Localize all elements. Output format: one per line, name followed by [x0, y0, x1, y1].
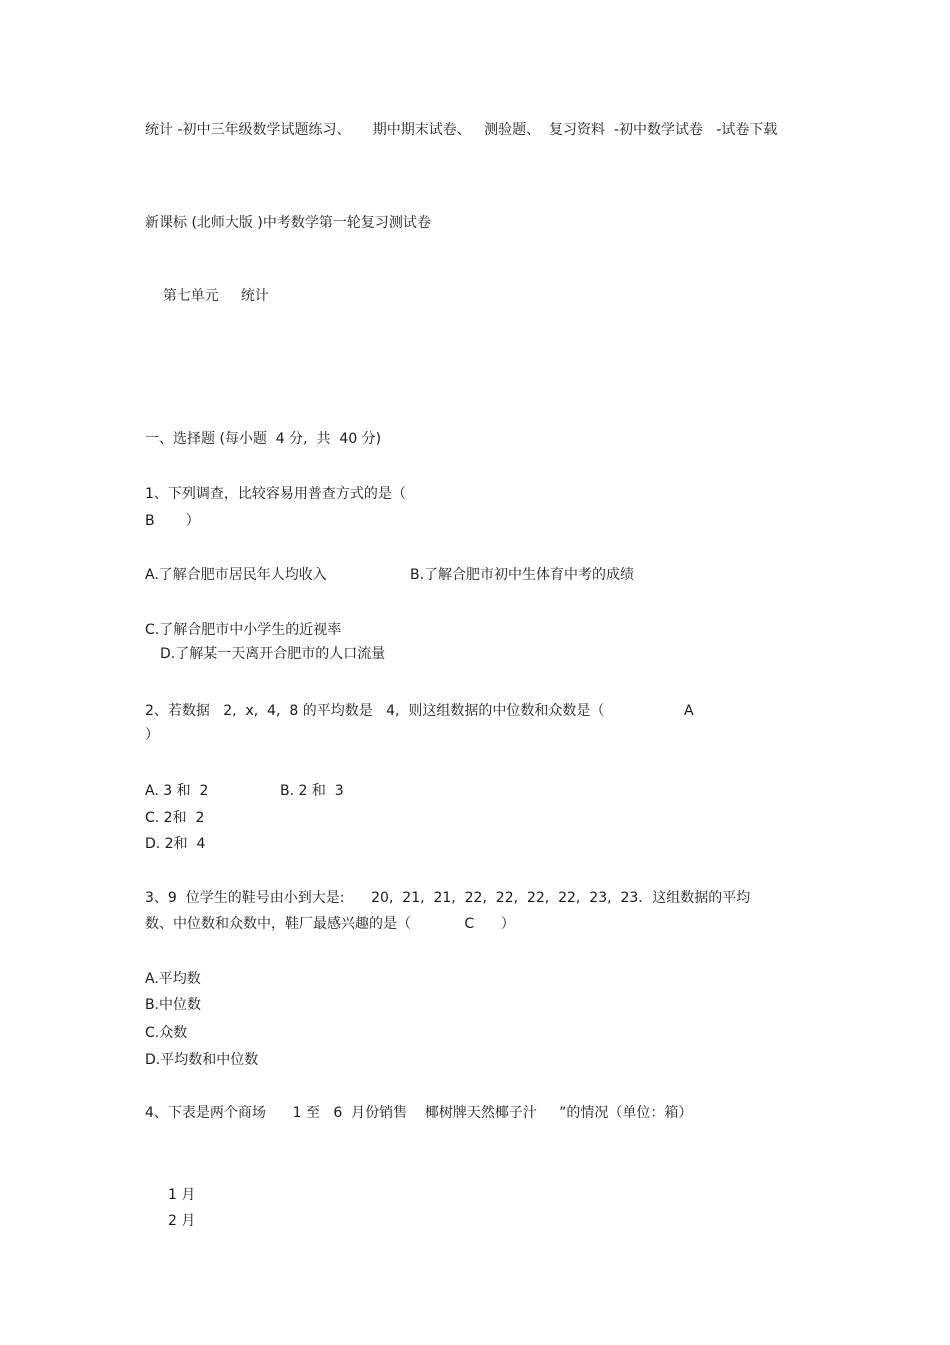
unit-heading: [145, 269, 269, 323]
question-3-stem-line2: 数、中位数和众数中，鞋厂最感兴趣的是（ C ）: [145, 916, 515, 932]
question-3-option-a: A.平均数: [145, 971, 201, 987]
question-1-option-c: C.了解合肥市中小学生的近视率: [145, 622, 342, 638]
unit-topic: 统计: [240, 288, 269, 304]
table-row-label-1: 1 月: [168, 1187, 196, 1203]
question-1-option-b: B.了解合肥市初中生体育中考的成绩: [410, 567, 635, 583]
question-2-option-d: D. 2和 4: [145, 836, 206, 852]
question-1-answer-line: B ）: [145, 513, 200, 529]
question-1-stem: 1、下列调查，比较容易用普查方式的是（: [145, 486, 406, 502]
unit-label: 第七单元: [162, 288, 219, 304]
question-3-option-c: C.众数: [145, 1025, 188, 1041]
table-row-label-2: 2 月: [168, 1213, 196, 1229]
question-3-option-d: D.平均数和中位数: [145, 1052, 259, 1068]
question-2-option-c: C. 2和 2: [145, 810, 205, 826]
question-1-option-a: A.了解合肥市居民年人均收入: [145, 567, 327, 583]
question-4-stem: 4、下表是两个商场 1 至 6 月份销售 椰树牌天然椰子汁 ”的情况（单位：箱）: [145, 1105, 693, 1121]
question-2-option-a: A. 3 和 2: [145, 783, 209, 799]
question-3-option-b: B.中位数: [145, 997, 202, 1013]
header-line: 统计 -初中三年级数学试题练习、 期中期末试卷、 测验题、 复习资料 -初中数学试卷 -试卷下载: [145, 122, 778, 138]
question-2-option-b: B. 2 和 3: [280, 783, 344, 799]
paper-title: 新课标 (北师大版 )中考数学第一轮复习测试卷: [145, 215, 431, 231]
question-3-stem: 3、9 位学生的鞋号由小到大是: 20, 21, 21, 22, 22, 22, 22, 23, 23．这组数据的平均: [145, 890, 751, 906]
question-2-stem: 2、若数据 2, x, 4, 8 的平均数是 4, 则这组数据的中位数和众数是（: [145, 703, 605, 719]
question-2-answer: A: [684, 703, 694, 719]
section-heading: 一、选择题 (每小题 4 分, 共 40 分): [145, 431, 382, 447]
question-2-stem-close: ）: [145, 727, 159, 743]
question-1-option-d: D.了解某一天离开合肥市的人口流量: [160, 646, 386, 662]
